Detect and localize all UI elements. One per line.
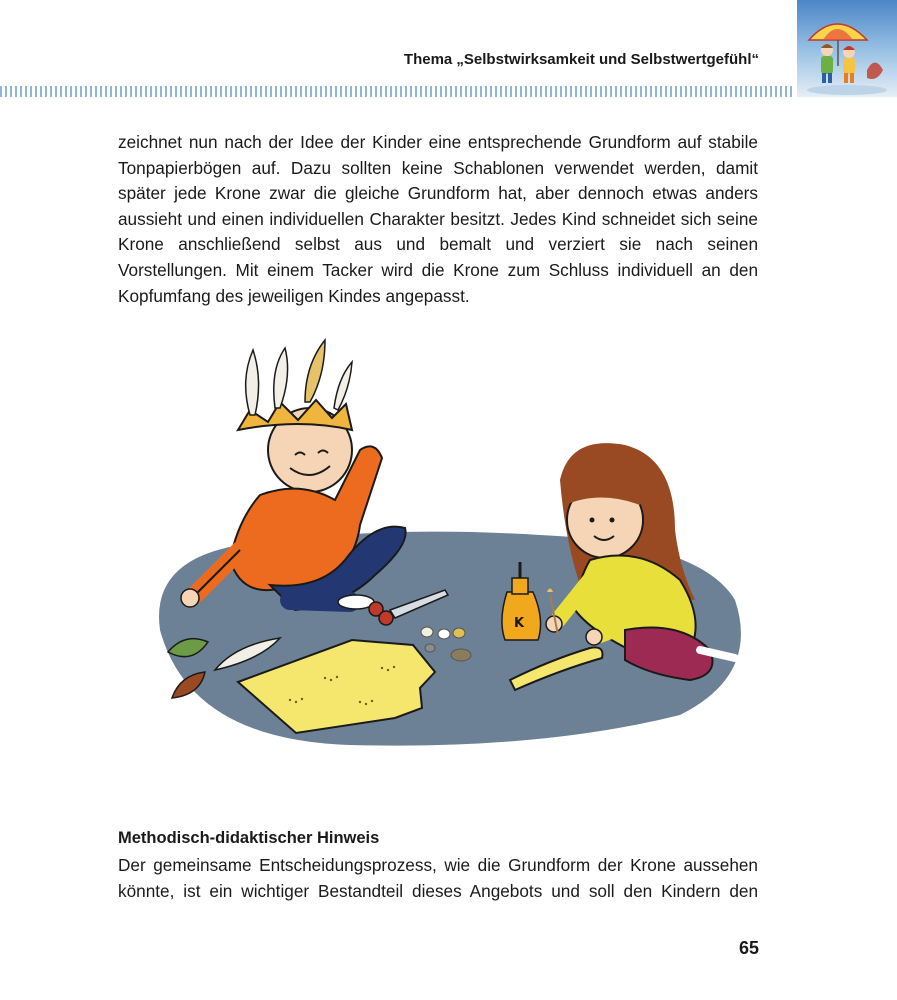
page-number: 65 <box>738 938 759 958</box>
boy-figure <box>181 340 406 610</box>
illustration-children-crafting <box>120 330 760 780</box>
header-thumbnail-icon <box>797 0 897 97</box>
running-header-title: Thema „Selbstwirksamkeit und Selbstwertgefühl“ <box>403 51 759 68</box>
hint-paragraph: Der gemeinsame Entscheidungsprozess, wie die Grundform der Krone aussehen könnte, ist ein wichtiger Bestandteil dieses Angebots und soll den Kindern den <box>118 855 758 901</box>
intro-paragraph: zeichnet nun nach der Idee der Kinder eine entsprechende Grundform auf stabile Tonpapierbögen auf. Dazu sollten keine Schablonen verwendet werden, damit später jede Krone zwar die gleiche Grundform hat, aber dennoch etwas anders aussieht und einen individuellen Charakter besitzt. Jedes Kind schneidet sich seine Krone anschließend selbst aus und bemalt und verziert sie nach seinen Vorstellungen. Mit einem Tacker wird die Krone zum Schluss individuell an den Kopfumfang des jeweiligen Kindes angepasst. <box>118 132 758 306</box>
glue-label: K <box>514 616 525 631</box>
header-dotted-rule <box>0 86 793 97</box>
section-heading: Methodisch-didaktischer Hinweis <box>118 829 380 847</box>
